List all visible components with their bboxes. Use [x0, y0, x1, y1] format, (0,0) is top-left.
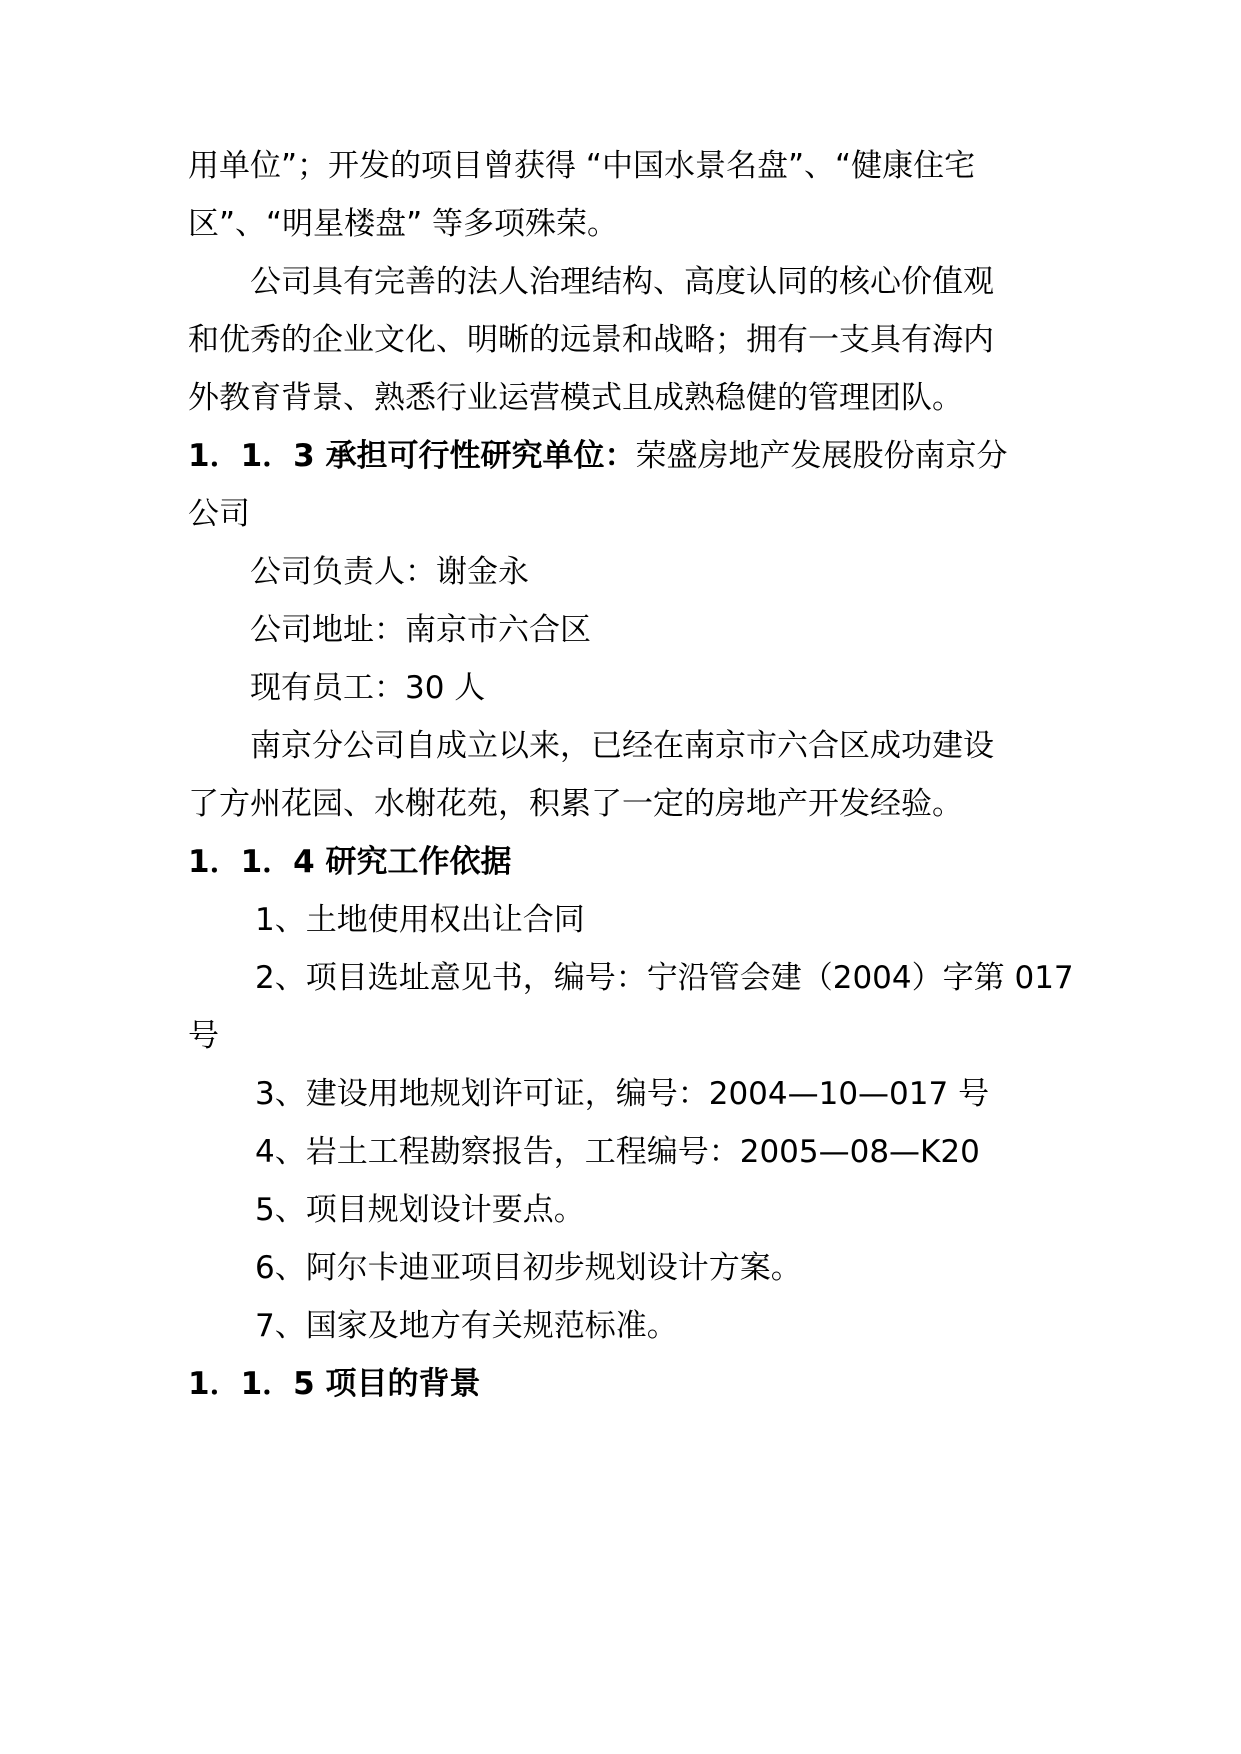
section-1-1-3-unit-name: 荣盛房地产发展股份南京分	[635, 438, 1008, 474]
basis-item-2: 2、项目选址意见书，编号：宁沿管会建（2004）字第 017	[255, 960, 1074, 996]
basis-item-7: 7、国家及地方有关规范标准。	[255, 1308, 678, 1344]
basis-item-6: 6、阿尔卡迪亚项目初步规划设计方案。	[255, 1250, 802, 1286]
basis-item-3: 3、建设用地规划许可证，编号：2004—10—017 号	[255, 1076, 990, 1112]
intro-line-1: 用单位”；开发的项目曾获得 “中国水景名盘”、“健康住宅	[188, 148, 976, 184]
section-1-1-5-heading: 1．1．5 项目的背景	[188, 1366, 481, 1402]
intro-line-2: 区”、“明星楼盘” 等多项殊荣。	[188, 206, 619, 242]
section-1-1-4-heading: 1．1．4 研究工作依据	[188, 844, 512, 880]
company-staff: 现有员工：30 人	[250, 670, 486, 706]
section-1-1-3-line	[188, 436, 1008, 476]
basis-item-1: 1、土地使用权出让合同	[255, 902, 585, 938]
company-history-line-1: 南京分公司自成立以来，已经在南京市六合区成功建设	[250, 728, 994, 764]
company-paragraph-line-2: 和优秀的企业文化、明晰的远景和战略；拥有一支具有海内	[188, 322, 994, 358]
basis-item-2-cont: 号	[188, 1018, 219, 1054]
company-address: 公司地址：南京市六合区	[250, 612, 591, 648]
company-responsible: 公司负责人：谢金永	[250, 554, 529, 590]
company-history-line-2: 了方州花园、水榭花苑，积累了一定的房地产开发经验。	[188, 786, 963, 822]
basis-item-5: 5、项目规划设计要点。	[255, 1192, 585, 1228]
company-paragraph-line-1: 公司具有完善的法人治理结构、高度认同的核心价值观	[250, 264, 994, 300]
section-1-1-3-heading: 1．1．3 承担可行性研究单位：	[188, 438, 636, 474]
basis-item-4: 4、岩土工程勘察报告，工程编号：2005—08—K20	[255, 1134, 980, 1170]
section-1-1-3-unit-name-cont: 公司	[188, 496, 250, 532]
company-paragraph-line-3: 外教育背景、熟悉行业运营模式且成熟稳健的管理团队。	[188, 380, 963, 416]
